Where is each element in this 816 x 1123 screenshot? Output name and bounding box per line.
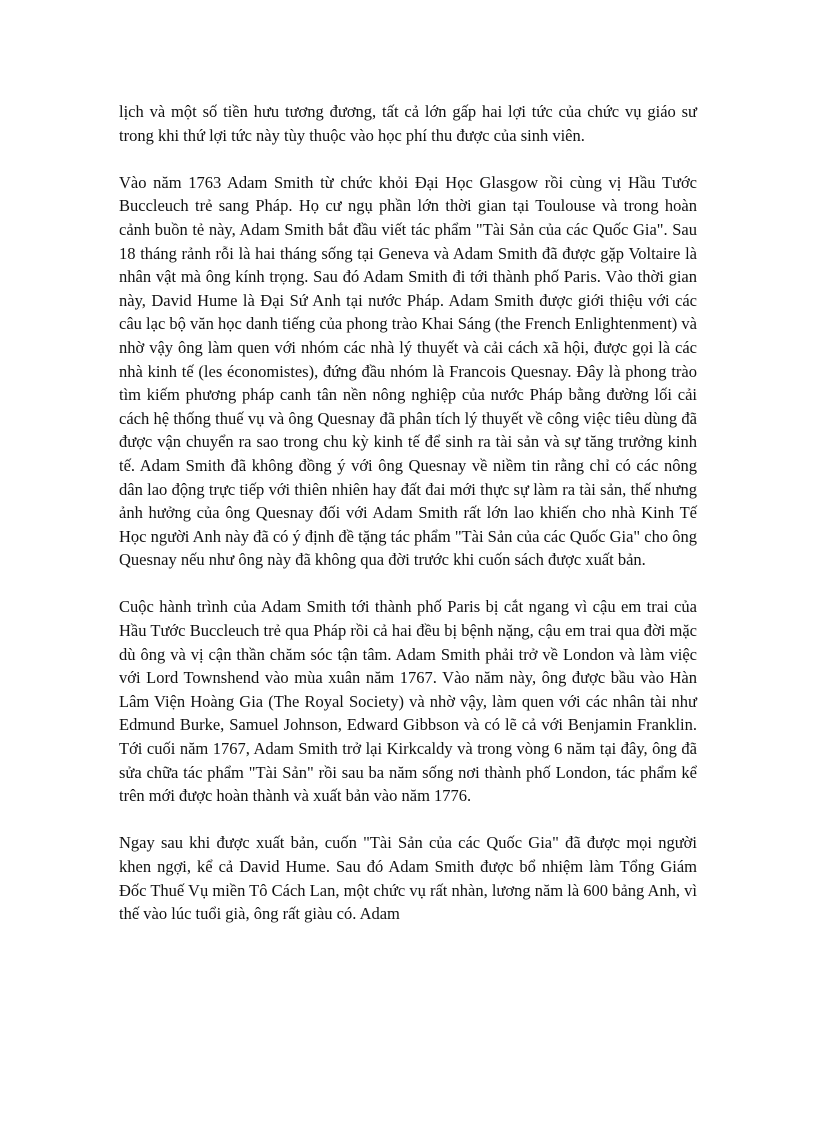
paragraph-pension: lịch và một số tiền hưu tương đương, tất cả lớn gấp hai lợi tức của chức vụ giáo sư trong khi thứ lợi tức này tùy thuộc vào học phí thu được của sinh viên. [119,102,697,145]
paragraph-france-journey: Vào năm 1763 Adam Smith từ chức khỏi Đại Học Glasgow rồi cùng vị Hầu Tước Buccleuch trẻ sang Pháp. Họ cư ngụ phần lớn thời gian tại Toulouse và trong hoàn cảnh buồn tẻ này, Adam Smith bắt đầu viết tác phẩm "Tài Sản của các Quốc Gia". Sau 18 tháng rảnh rỗi là hai tháng sống tại Geneva và Adam Smith đã được gặp Voltaire là nhân vật mà ông kính trọng. Sau đó Adam Smith đi tới thành phố Paris. Vào thời gian này, David Hume là Đại Sứ Anh tại nước Pháp. Adam Smith được giới thiệu với các câu lạc bộ văn học danh tiếng của phong trào Khai Sáng (the French Enlightenment) và nhờ vậy ông làm quen với nhóm các nhà lý thuyết và cải cách xã hội, được gọi là các nhà kinh tế (les économistes), đứng đầu nhóm là Francois Quesnay. Đây là phong trào tìm kiếm phương pháp canh tân nền nông nghiệp của nước Pháp bằng đường lối cải cách hệ thống thuế vụ và ông Quesnay đã phân tích lý thuyết về công việc tiêu dùng đã được vận chuyển ra sao trong chu kỳ kinh tế để sinh ra tài sản và sự tăng trưởng kinh tế. Adam Smith đã không đồng ý với ông Quesnay về niềm tin rằng chỉ có các nông dân lao động trực tiếp với thiên nhiên hay đất đai mới thực sự làm ra tài sản, thế nhưng ảnh hưởng của ông Quesnay đối với Adam Smith rất lớn lao khiến cho nhà Kinh Tế Học người Anh này đã có ý định đề tặng tác phẩm "Tài Sản của các Quốc Gia" cho ông Quesnay nếu như ông này đã không qua đời trước khi cuốn sách được xuất bản. [119,172,697,570]
paragraph-return-london: Cuộc hành trình của Adam Smith tới thành phố Paris bị cắt ngang vì cậu em trai của Hầu Tước Buccleuch trẻ qua Pháp rồi cả hai đều bị bệnh nặng, cậu em trai qua đời mặc dù ông và vị cận thần chăm sóc tận tâm. Adam Smith phải trở về London và làm việc với Lord Townshend vào mùa xuân năm 1767. Vào năm này, ông được bầu vào Hàn Lâm Viện Hoàng Gia (The Royal Society) và nhờ vậy, làm quen với các nhân tài như Edmund Burke, Samuel Johnson, Edward Gibbson và có lẽ cả với Benjamin Franklin. Tới cuối năm 1767, Adam Smith trở lại Kirkcaldy và trong vòng 6 năm tại đây, ông đã sửa chữa tác phẩm "Tài Sản" rồi sau ba năm sống nơi thành phố London, tác phẩm kể trên mới được hoàn thành và xuất bản vào năm 1776. [119,597,697,806]
paragraph-publication: Ngay sau khi được xuất bản, cuốn "Tài Sản của các Quốc Gia" đã được mọi người khen ngợi, kể cả David Hume. Sau đó Adam Smith được bổ nhiệm làm Tổng Giám Đốc Thuế Vụ miền Tô Cách Lan, một chức vụ rất nhàn, lương năm là 600 bảng Anh, vì thế vào lúc tuổi già, ông rất giàu có. Adam [119,833,697,924]
document-page [119,100,697,949]
